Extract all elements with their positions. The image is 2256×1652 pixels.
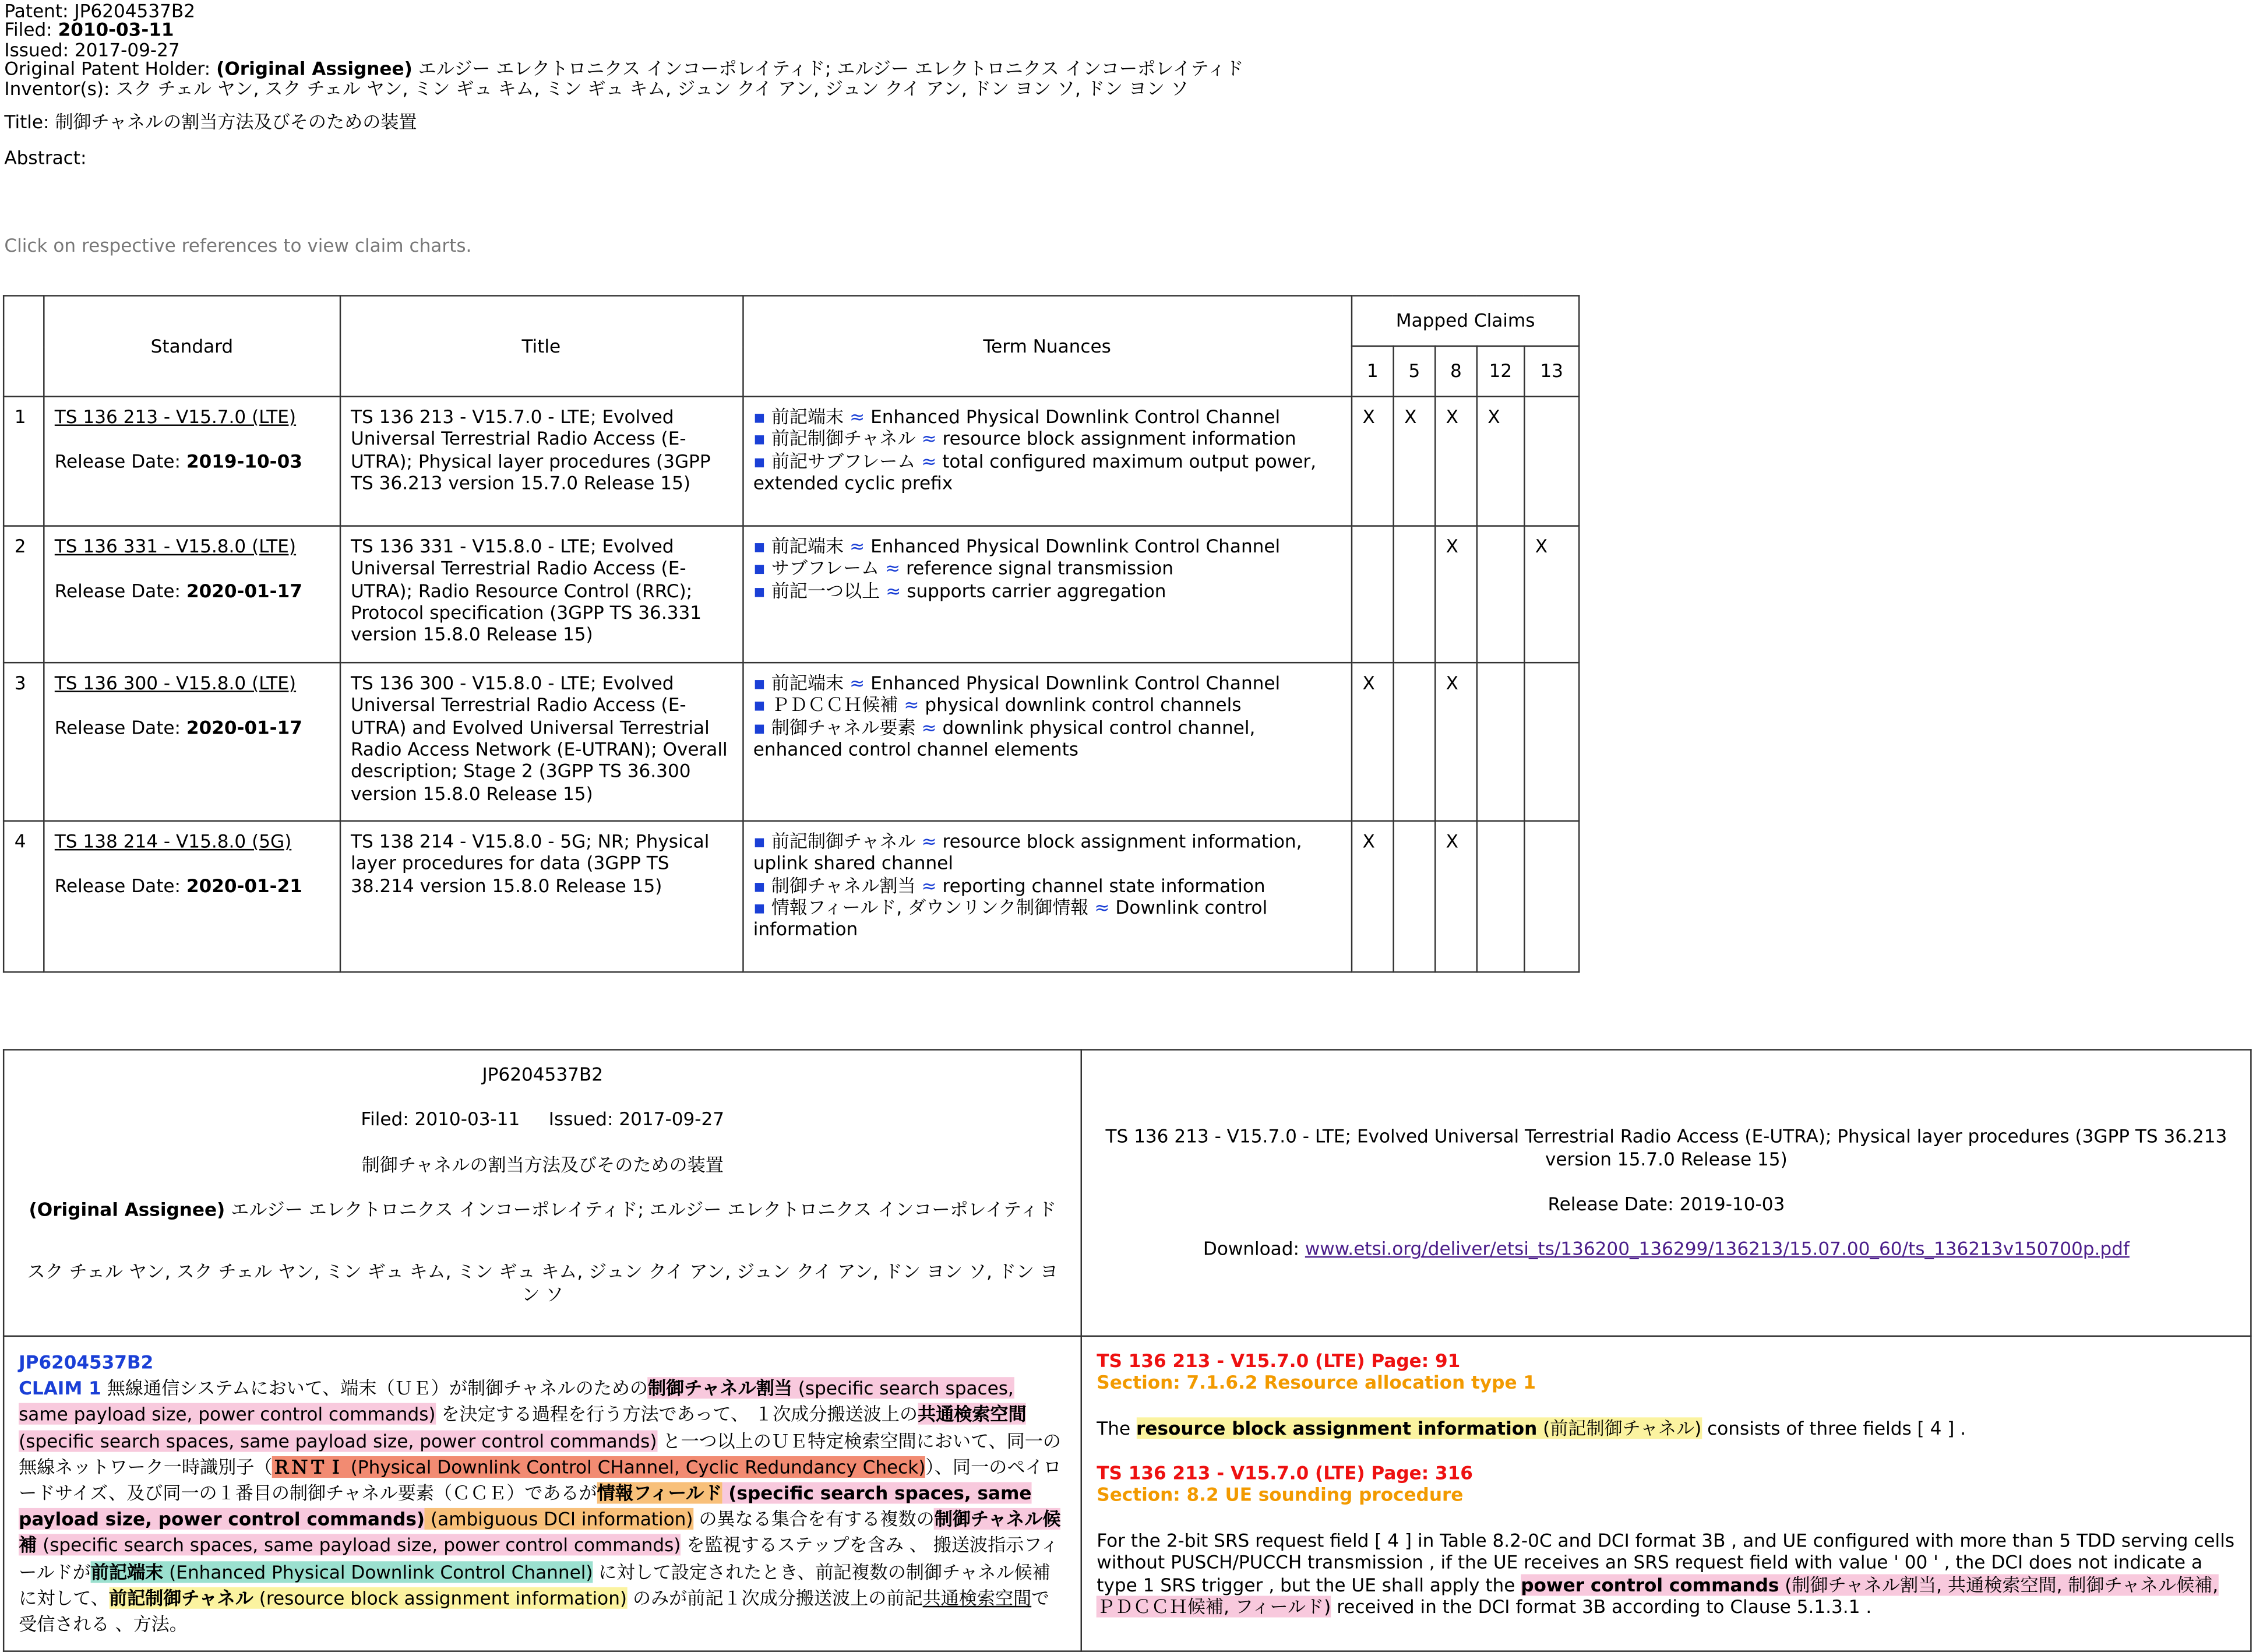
release-date: 2020-01-21: [186, 874, 302, 896]
issued-date: 2017-09-27: [74, 38, 180, 61]
excerpt-term: resource block assignment information: [1136, 1417, 1538, 1439]
excerpt-section: Section: 8.2 UE sounding procedure: [1097, 1484, 1464, 1506]
references-table: [3, 295, 1580, 973]
table-row[interactable]: [3, 663, 1579, 821]
row-index: 4: [3, 821, 44, 972]
filed-label: Filed:: [4, 19, 52, 41]
nuance-item: [753, 875, 1341, 897]
nuance-meaning: resource block assignment information, uplink shared channel: [753, 830, 1302, 874]
claim-text: と一つ以上のＵＥ特定検索空間において、同一の無線ネットワーク一時識別子（: [19, 1429, 1061, 1478]
approx-icon: ≈: [921, 716, 937, 738]
nuance-item: [753, 694, 1341, 716]
approx-icon: ≈: [849, 406, 865, 428]
claim-mark: [1394, 821, 1436, 972]
claim-mark: X: [1435, 821, 1477, 972]
bullet-icon: ▪: [753, 579, 766, 601]
download-label: Download:: [1203, 1238, 1299, 1260]
claim-mapping: (specific search spaces, same payload size, power control commands): [19, 1482, 1032, 1530]
download-link[interactable]: www.etsi.org/deliver/etsi_ts/136200_136299/136213/15.07.00_60/ts_136213v150700p.pdf: [1305, 1238, 2130, 1260]
excerpt-plain: consists of three fields [ 4 ] .: [1701, 1417, 1966, 1439]
nuances-cell: [742, 663, 1352, 821]
approx-icon: ≈: [921, 450, 937, 472]
nuance-term: 制御チャネル要素: [771, 716, 916, 738]
nuance-term: サブフレーム: [771, 557, 880, 579]
bullet-icon: ▪: [753, 535, 766, 557]
issued-label: Issued:: [4, 38, 69, 61]
summary-inventors: スク チェル ヤン, スク チェル ヤン, ミン ギュ キム, ミン ギュ キム, ジュン クイ アン, ジュン クイ アン, ドン ヨン ソ, ドン ヨン ソ: [27, 1261, 1059, 1305]
claim-col-13: 13: [1524, 346, 1579, 396]
claim-mark: [1524, 396, 1579, 526]
bullet-icon: ▪: [753, 450, 766, 472]
claim-mark: [1477, 663, 1524, 821]
claim-mark: [1477, 821, 1524, 972]
claim-term: 前記端末: [90, 1561, 164, 1583]
claim-mark: [1352, 526, 1394, 663]
nuance-meaning: physical downlink control channels: [925, 694, 1242, 716]
claim-mark: X: [1352, 821, 1394, 972]
claim-mark: X: [1352, 396, 1394, 526]
title-line: [4, 112, 1243, 132]
claim-highlight[interactable]: [109, 1587, 627, 1608]
release-date: 2020-01-17: [186, 579, 302, 601]
claim-highlight[interactable]: [425, 1508, 693, 1530]
excerpt-highlight[interactable]: [1136, 1417, 1701, 1439]
table-row[interactable]: [3, 396, 1579, 526]
nuance-term: 前記一つ以上: [771, 579, 880, 601]
summary-issued: Issued: 2017-09-27: [548, 1108, 725, 1130]
inventors-line: [4, 79, 1243, 98]
claim-mapping: (specific search spaces, same payload size, power control commands): [19, 1377, 1014, 1425]
nuances-cell: [742, 526, 1352, 663]
excerpt-plain: For the 2-bit SRS request field [ 4 ] in Table 8.2-0C and DCI format 3B , and UE configured with more than 5 TDD serving cells without PUSCH/PUCCH transmission , if the UE receives an SRS request field with value ' 00 ' , the DCI does not indicate a type 1 SRS trigger , but the UE shall apply the: [1097, 1529, 2235, 1595]
nuance-item: [753, 536, 1341, 558]
excerpt-page: TS 136 213 - V15.7.0 (LTE) Page: 316: [1097, 1462, 1473, 1484]
approx-icon: ≈: [904, 694, 919, 716]
nuance-term: 前記端末: [771, 672, 844, 694]
header-title: Title: [340, 295, 742, 396]
nuance-meaning: Enhanced Physical Downlink Control Channel: [870, 535, 1281, 557]
nuance-item: [753, 830, 1341, 875]
bullet-icon: ▪: [753, 694, 766, 716]
claim-term: 前記制御チャネル: [108, 1587, 253, 1609]
title-cell: TS 136 300 - V15.8.0 - LTE; Evolved Universal Terrestrial Radio Access (E-UTRA) and Evolved Universal Terrestrial Radio Access Network (E-UTRAN); Overall description; Stage 2 (3GPP TS 36.300 version 15.8.0 Release 15): [340, 663, 742, 821]
release-date: 2020-01-17: [186, 716, 302, 738]
patent-title: 制御チャネルの割当方法及びそのための装置: [55, 111, 417, 133]
approx-icon: ≈: [921, 874, 937, 896]
patent-meta: [4, 1, 1243, 168]
nuance-item: [753, 579, 1341, 601]
claim-mapping: (resource block assignment information): [253, 1587, 628, 1609]
nuance-meaning: reporting channel state information: [942, 874, 1266, 896]
claim-term: 情報フィールド: [597, 1482, 722, 1504]
title-cell: TS 136 331 - V15.8.0 - LTE; Evolved Universal Terrestrial Radio Access (E-UTRA); Radio Resource Control (RRC); Protocol specification (3GPP TS 36.331 version 15.8.0 Release 15): [340, 526, 742, 663]
release-label: Release Date:: [54, 874, 181, 896]
claim-mark: X: [1435, 526, 1477, 663]
holder-label: Original Patent Holder:: [4, 58, 211, 80]
table-row[interactable]: [3, 821, 1579, 972]
claim-col-1: 1: [1352, 346, 1394, 396]
bullet-icon: ▪: [753, 406, 766, 428]
claim-term: 制御チャネル候補: [19, 1508, 1061, 1556]
release-label: Release Date:: [54, 450, 181, 472]
nuance-term: 制御チャネル割当: [771, 874, 916, 896]
bullet-icon: ▪: [753, 830, 766, 852]
release-label: Release Date:: [54, 579, 181, 601]
claim-mark: X: [1477, 396, 1524, 526]
bullet-icon: ▪: [753, 874, 766, 896]
bullet-icon: ▪: [753, 672, 766, 694]
excerpt-plain: received in the DCI format 3B according to Clause 5.1.3.1 .: [1331, 1595, 1872, 1618]
claim-mapping: (specific search spaces, same payload size, power control commands): [37, 1534, 681, 1556]
nuance-term: 前記制御チャネル: [771, 428, 916, 450]
claim-mark: X: [1352, 663, 1394, 821]
claim-text-cell: [3, 1336, 1081, 1651]
table-row[interactable]: [3, 526, 1579, 663]
filed-line: [4, 21, 1243, 40]
nuances-cell: [742, 396, 1352, 526]
nuance-meaning: supports carrier aggregation: [907, 579, 1166, 601]
excerpt-text: [1097, 1529, 2236, 1618]
standard-cell: [44, 663, 340, 821]
bullet-icon: ▪: [753, 428, 766, 450]
standard-link[interactable]: TS 136 331 - V15.8.0 (LTE): [54, 535, 297, 557]
nuance-term: 前記サブフレーム: [771, 450, 916, 472]
summary-assignee-tag: (Original Assignee): [29, 1199, 225, 1221]
row-index: 3: [3, 663, 44, 821]
claim-highlight[interactable]: [272, 1456, 925, 1478]
claim-term: ＲＮＴＩ: [272, 1456, 345, 1478]
nuance-item: [753, 558, 1341, 580]
nuance-term: 前記端末: [771, 535, 844, 557]
patent-number-line: [4, 1, 1243, 20]
claim-term: 共通検索空間: [918, 1403, 1027, 1425]
header-index: [3, 295, 44, 396]
claim-mark: [1524, 663, 1579, 821]
standard-link[interactable]: TS 136 300 - V15.8.0 (LTE): [54, 672, 297, 694]
approx-icon: ≈: [886, 579, 901, 601]
nuance-meaning: Enhanced Physical Downlink Control Channel: [870, 672, 1281, 694]
nuance-item: [753, 897, 1341, 941]
approx-icon: ≈: [921, 830, 937, 852]
issued-line: [4, 40, 1243, 59]
claim-col-5: 5: [1394, 346, 1436, 396]
summary-assignee-name: エルジー エレクトロニクス インコーポレイティド; エルジー エレクトロニクス インコーポレイティド: [231, 1199, 1057, 1221]
standard-cell: [44, 526, 340, 663]
summary-dates: [19, 1108, 1066, 1130]
header-mapped-claims: Mapped Claims: [1352, 295, 1579, 346]
claim-col-12: 12: [1477, 346, 1524, 396]
nuance-term: 情報フィールド, ダウンリンク制御情報: [771, 896, 1089, 918]
bullet-icon: ▪: [753, 557, 766, 579]
patent-number: JP6204537B2: [74, 0, 196, 22]
filed-date: 2010-03-11: [58, 19, 174, 41]
claim-mapping: (Enhanced Physical Downlink Control Channel): [163, 1561, 593, 1583]
patent-summary-cell: [3, 1049, 1081, 1336]
nuance-meaning: total configured maximum output power, extended cyclic prefix: [753, 450, 1317, 494]
nuance-item: [753, 428, 1341, 450]
approx-icon: ≈: [1094, 896, 1110, 918]
claim-text: で受信される 、方法。: [19, 1587, 1050, 1635]
claim-text: ）、同一のペイロードサイズ、及び同一の１番目の制御チャネル要素（ＣＣＥ）であるが: [19, 1456, 1062, 1504]
claim-text: を決定する過程を行う方法であって、 １次成分搬送波上の: [435, 1403, 918, 1425]
excerpt-mapping: (制御チャネル割当, 共通検索空間, 制御チャネル候補, ＰＤＣＣＨ候補, フィールド): [1097, 1573, 2219, 1618]
nuance-term: 前記端末: [771, 406, 844, 428]
approx-icon: ≈: [849, 672, 865, 694]
claim-mark: X: [1524, 526, 1579, 663]
claim-mapping: (Physical Downlink Control CHannel, Cyclic Redundancy Check): [344, 1456, 926, 1478]
approx-icon: ≈: [921, 428, 937, 450]
nuance-meaning: Enhanced Physical Downlink Control Channel: [870, 406, 1281, 428]
claim-mark: [1394, 526, 1436, 663]
claim-mark: [1477, 526, 1524, 663]
nuance-term: 前記制御チャネル: [771, 830, 916, 852]
header-term-nuances: Term Nuances: [742, 295, 1352, 396]
excerpt-plain: The: [1097, 1417, 1137, 1439]
claim-text: 無線通信システムにおいて、端末（ＵＥ）が制御チャネルのための: [101, 1377, 648, 1399]
standard-link[interactable]: TS 136 213 - V15.7.0 (LTE): [54, 406, 297, 428]
reference-summary-cell: [1081, 1049, 2251, 1336]
nuance-meaning: resource block assignment information: [942, 428, 1296, 450]
summary-number: JP6204537B2: [482, 1063, 604, 1085]
standard-cell: [44, 396, 340, 526]
reference-excerpt-cell: [1081, 1336, 2251, 1651]
claim-mark: [1394, 663, 1436, 821]
nuance-meaning: reference signal transmission: [906, 557, 1173, 579]
claim-chart-hint: Click on respective references to view claim charts.: [4, 234, 472, 256]
bullet-icon: ▪: [753, 896, 766, 918]
nuance-term: ＰＤＣＣＨ候補: [771, 694, 898, 716]
bullet-icon: ▪: [753, 716, 766, 738]
claim-chart-table: [3, 1049, 2252, 1652]
title-label: Title:: [4, 111, 50, 133]
summary-filed: Filed: 2010-03-11: [361, 1108, 520, 1130]
claim-highlight[interactable]: [91, 1561, 593, 1582]
claim-term: 共通検索空間: [922, 1587, 1032, 1609]
approx-icon: ≈: [885, 557, 901, 579]
claim-term: 制御チャネル割当: [648, 1377, 792, 1399]
reference-release: Release Date: 2019-10-03: [1548, 1193, 1785, 1215]
claim-col-8: 8: [1435, 346, 1477, 396]
claim-label: CLAIM 1: [19, 1377, 101, 1399]
approx-icon: ≈: [849, 535, 865, 557]
excerpt-text: [1097, 1417, 2236, 1439]
claim-text: のみが前記１次成分搬送波上の前記: [627, 1587, 923, 1609]
claim-highlight[interactable]: [597, 1482, 722, 1504]
title-cell: TS 138 214 - V15.8.0 - 5G; NR; Physical layer procedures for data (3GPP TS 38.214 version 15.8.0 Release 15): [340, 821, 742, 972]
patent-number-label: Patent:: [4, 0, 69, 22]
holder-line: [4, 59, 1243, 79]
reference-download: [1097, 1238, 2236, 1260]
nuance-item: [753, 450, 1341, 494]
title-cell: TS 136 213 - V15.7.0 - LTE; Evolved Universal Terrestrial Radio Access (E-UTRA); Physical layer procedures (3GPP TS 36.213 version 15.7.0 Release 15): [340, 396, 742, 526]
row-index: 1: [3, 396, 44, 526]
claim-text: に対して設定されたとき、前記複数の制御チャネル候補に対して、: [19, 1561, 1051, 1609]
abstract-line: [4, 149, 1243, 168]
claim-mark: X: [1435, 663, 1477, 821]
release-date: 2019-10-03: [186, 450, 302, 472]
inventors-names: スク チェル ヤン, スク チェル ヤン, ミン ギュ キム, ミン ギュ キム, ジュン クイ アン, ジュン クイ アン, ドン ヨン ソ, ドン ヨン ソ: [115, 77, 1189, 99]
excerpt-page: TS 136 213 - V15.7.0 (LTE) Page: 91: [1097, 1350, 1461, 1372]
nuances-cell: [742, 821, 1352, 972]
standard-cell: [44, 821, 340, 972]
nuance-item: [753, 672, 1341, 694]
standard-link[interactable]: TS 138 214 - V15.8.0 (5G): [54, 830, 292, 852]
summary-assignee: [19, 1199, 1066, 1221]
excerpt-mapping: (前記制御チャネル): [1537, 1417, 1702, 1439]
claim-mapping: (specific search spaces, same payload size, power control commands): [19, 1429, 657, 1452]
claim-mark: X: [1435, 396, 1477, 526]
claim-patent-number: JP6204537B2: [19, 1351, 154, 1373]
header-standard: Standard: [44, 295, 340, 396]
reference-title: TS 136 213 - V15.7.0 - LTE; Evolved Universal Terrestrial Radio Access (E-UTRA); Physical layer procedures (3GPP TS 36.213 version 15.7.0 Release 15): [1105, 1125, 2227, 1170]
excerpt-term: power control commands: [1521, 1573, 1779, 1595]
nuance-meaning: Downlink control information: [753, 896, 1268, 941]
summary-title: 制御チャネルの割当方法及びそのための装置: [361, 1153, 724, 1175]
row-index: 2: [3, 526, 44, 663]
holder-tag: (Original Assignee): [216, 58, 413, 80]
release-label: Release Date:: [54, 716, 181, 738]
nuance-item: [753, 406, 1341, 428]
claim-mark: [1524, 821, 1579, 972]
excerpt-section: Section: 7.1.6.2 Resource allocation type 1: [1097, 1372, 1536, 1394]
inventors-label: Inventor(s):: [4, 77, 110, 99]
nuance-item: [753, 716, 1341, 760]
claim-mapping: (ambiguous DCI information): [425, 1508, 693, 1530]
abstract-label: Abstract:: [4, 147, 87, 170]
holder-name: エルジー エレクトロニクス インコーポレイティド; エルジー エレクトロニクス インコーポレイティド: [418, 58, 1244, 80]
claim-text: を監視するステップを含み 、 搬送波指示フィールドが: [19, 1534, 1059, 1583]
claim-mark: X: [1394, 396, 1436, 526]
claim-text: の異なる集合を有する複数の: [693, 1508, 935, 1530]
nuance-meaning: downlink physical control channel, enhanced control channel elements: [753, 716, 1256, 760]
